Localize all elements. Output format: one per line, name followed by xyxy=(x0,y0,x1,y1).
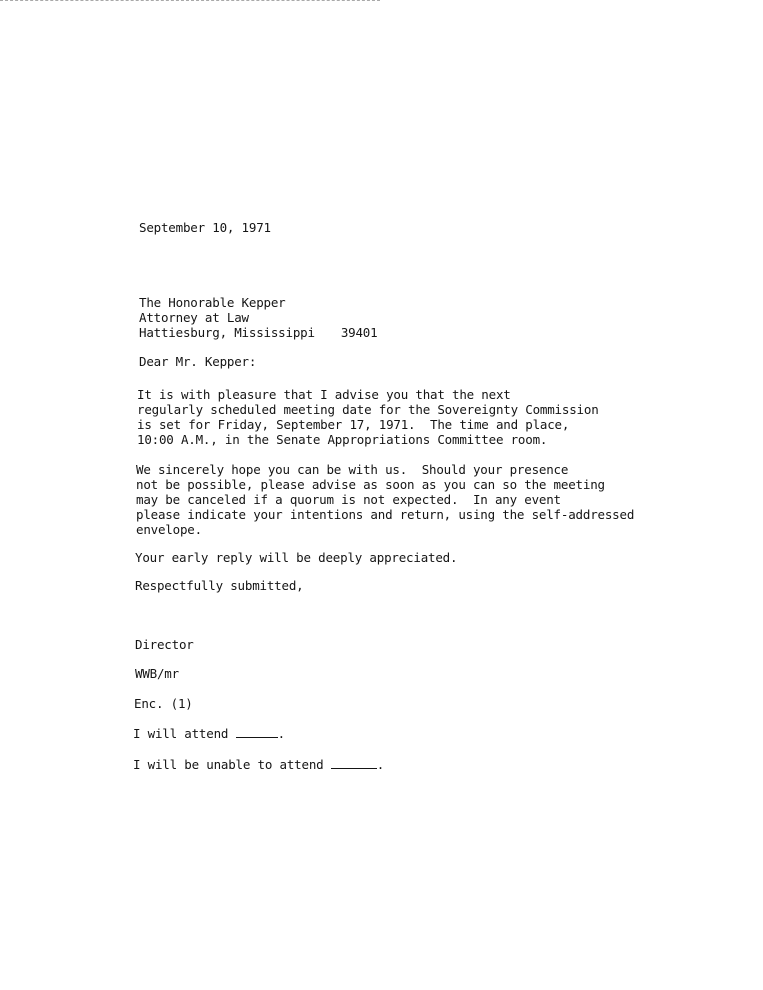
unable-label: I will be unable to attend xyxy=(133,757,324,772)
recipient-city-line xyxy=(139,325,377,340)
paragraph-line: 10:00 A.M., in the Senate Appropriations Committee room. xyxy=(137,432,548,447)
paragraph-line: envelope. xyxy=(136,522,202,537)
attend-label: I will attend xyxy=(133,726,229,741)
unable-line xyxy=(133,757,384,772)
recipient-title: Attorney at Law xyxy=(139,310,249,325)
paragraph-line: regularly scheduled meeting date for the Sovereignty Commission xyxy=(137,402,599,417)
paragraph-line: It is with pleasure that I advise you that the next xyxy=(137,387,511,402)
recipient-zip: 39401 xyxy=(340,325,378,340)
salutation: Dear Mr. Kepper: xyxy=(139,354,257,369)
enclosure: Enc. (1) xyxy=(134,696,193,711)
paragraph-line: please indicate your intentions and return, using the self-addressed xyxy=(136,507,635,522)
initials: WWB/mr xyxy=(135,666,179,681)
recipient-city-state: Hattiesburg, Mississippi xyxy=(139,325,315,340)
attend-blank xyxy=(236,727,278,738)
recipient-address xyxy=(139,295,377,340)
paragraph-line: not be possible, please advise as soon as you can so the meeting xyxy=(136,477,605,492)
unable-blank xyxy=(331,758,377,769)
paragraph-meeting-notice xyxy=(137,387,599,447)
recipient-name: The Honorable Kepper xyxy=(139,295,286,310)
paragraph-line: may be canceled if a quorum is not expected. In any event xyxy=(136,492,561,507)
paragraph-request-reply xyxy=(136,462,634,537)
paragraph-line: is set for Friday, September 17, 1971. The time and place, xyxy=(137,417,570,432)
closing-line: Your early reply will be deeply appreciated. xyxy=(135,550,458,565)
attend-line xyxy=(133,726,285,741)
signer-title: Director xyxy=(135,637,194,652)
closing: Respectfully submitted, xyxy=(135,578,304,593)
letter-date: September 10, 1971 xyxy=(139,220,271,235)
paragraph-line: We sincerely hope you can be with us. Should your presence xyxy=(136,462,569,477)
unable-period: . xyxy=(376,757,385,772)
attend-period: . xyxy=(277,726,285,741)
